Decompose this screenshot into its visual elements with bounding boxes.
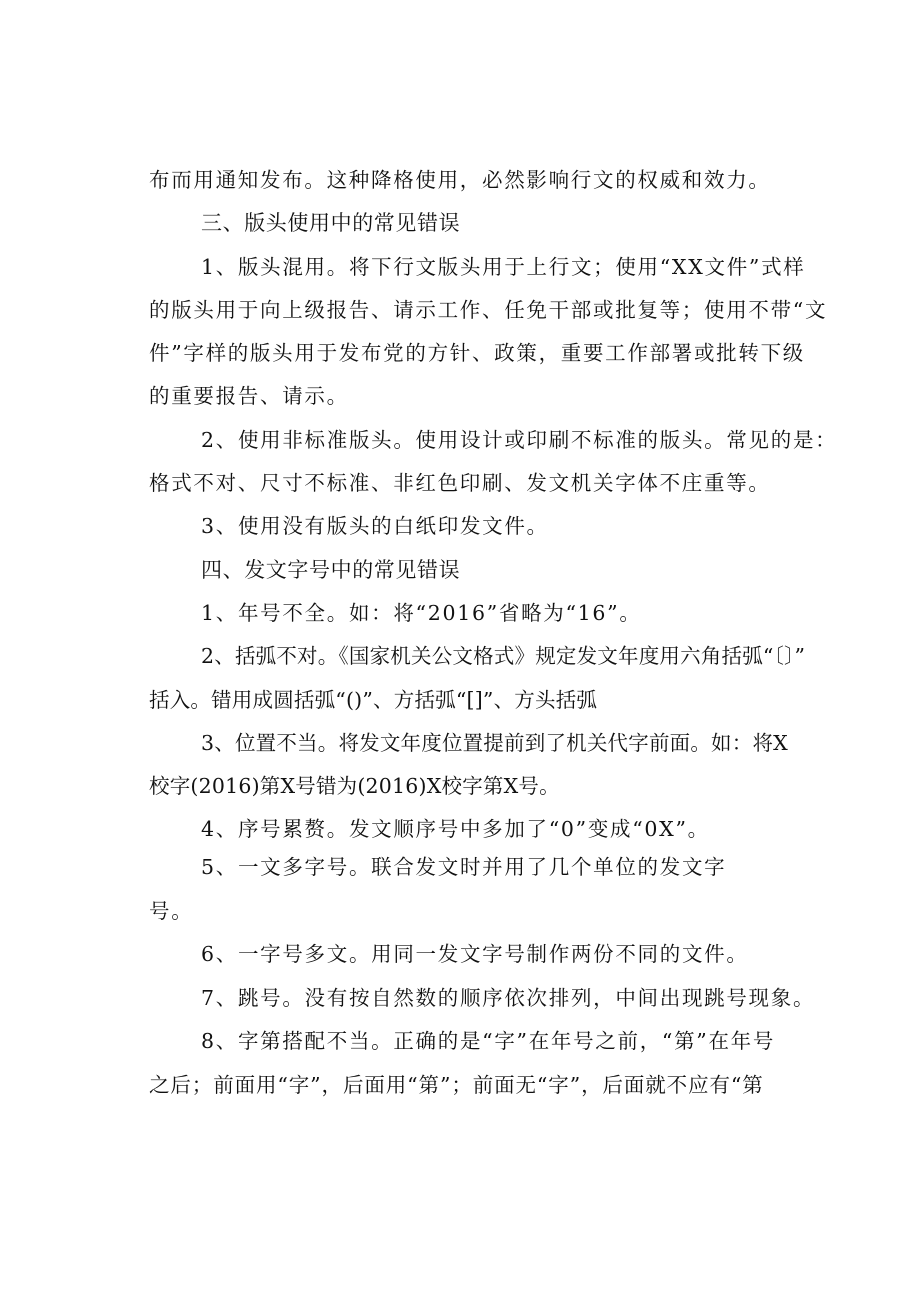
paragraph-line: 括入。错用成圆括弧“()”、方括弧“[]”、方头括弧 [149,688,598,712]
paragraph-line: 号。 [149,899,194,923]
paragraph-line: 布而用通知发布。这种降格使用，必然影响行文的权威和效力。 [149,168,771,192]
paragraph-line: 之后；前面用“字”，后面用“第”；前面无“字”，后面就不应有“第 [149,1073,764,1097]
paragraph-line: 5、一文多字号。联合发文时并用了几个单位的发文字 [201,855,727,879]
paragraph-line: 2、括弧不对。《国家机关公文格式》规定发文年度用六角括弧“〔〕” [201,644,806,668]
paragraph-line: 的重要报告、请示。 [149,384,349,408]
paragraph-line: 3、位置不当。将发文年度位置提前到了机关代字前面。如：将X [201,731,788,755]
paragraph-line: 件”字样的版头用于发布党的方针、政策，重要工作部署或批转下级 [149,341,805,365]
paragraph-line: 2、使用非标准版头。使用设计或印刷不标准的版头。常见的是： [201,428,838,452]
paragraph-line: 1、年号不全。如：将“2016”省略为“16”。 [201,601,642,625]
paragraph-line: 3、使用没有版头的白纸印发文件。 [201,514,549,538]
paragraph-line: 的版头用于向上级报告、请示工作、任免干部或批复等；使用不带“文 [149,298,828,322]
section-heading-4: 四、发文字号中的常见错误 [201,558,461,582]
section-heading-3: 三、版头使用中的常见错误 [201,211,461,235]
paragraph-line: 7、跳号。没有按自然数的顺序依次排列，中间出现跳号现象。 [201,986,816,1010]
paragraph-line: 格式不对、尺寸不标准、非红色印刷、发文机关字体不庄重等。 [149,471,771,495]
paragraph-line: 校字(2016)第X号错为(2016)X校字第X号。 [149,774,560,798]
paragraph-line: 4、序号累赘。发文顺序号中多加了“0”变成“0X”。 [201,817,710,841]
paragraph-line: 8、字第搭配不当。正确的是“字”在年号之前，“第”在年号 [201,1029,776,1053]
paragraph-line: 6、一字号多文。用同一发文字号制作两份不同的文件。 [201,942,749,966]
paragraph-line: 1、版头混用。将下行文版头用于上行文；使用“XX文件”式样 [201,255,806,279]
